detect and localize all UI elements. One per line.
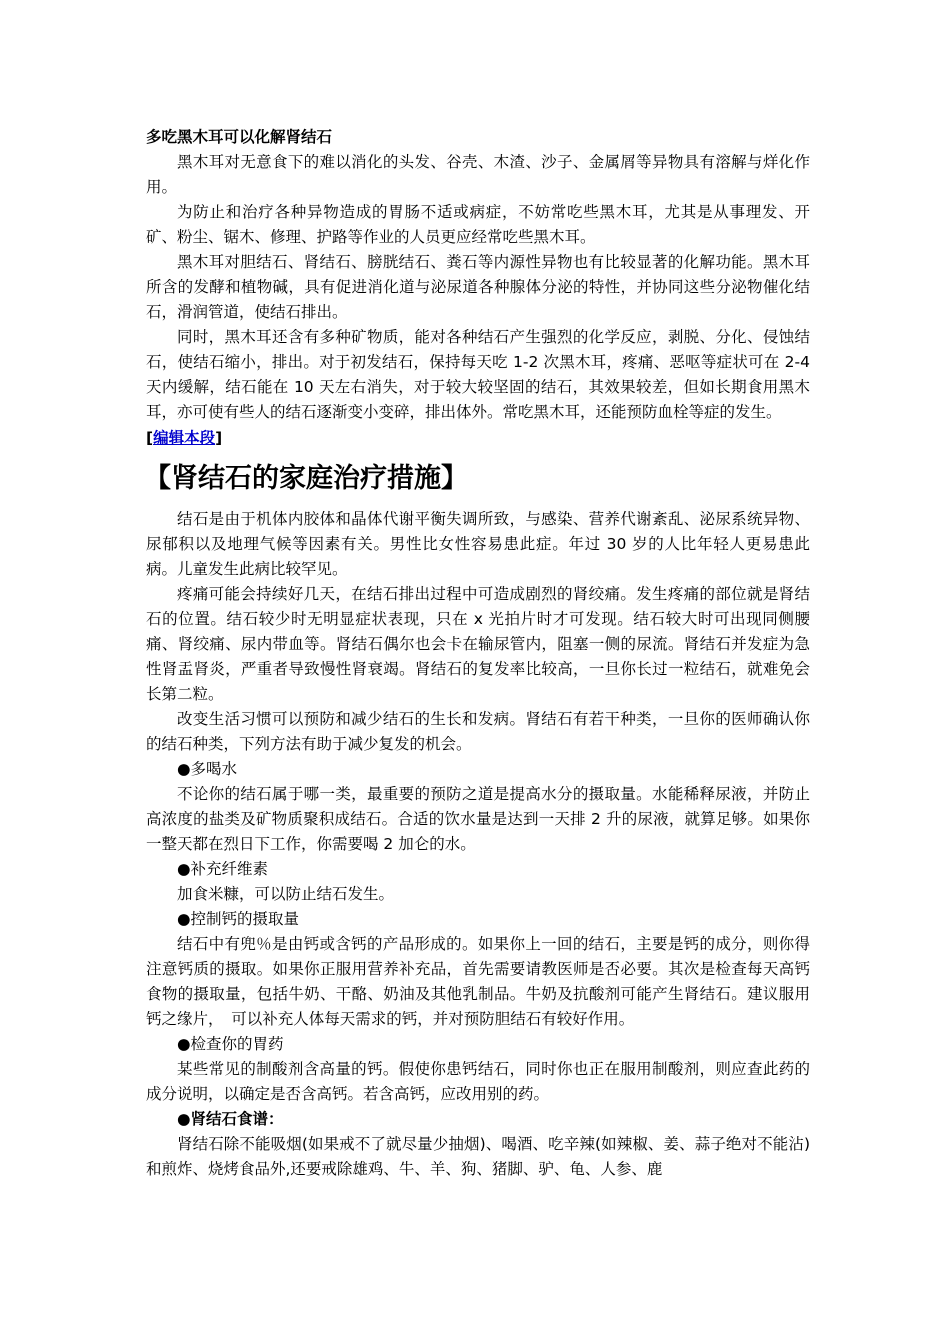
- bullet-heading: ●肾结石食谱：: [177, 1110, 284, 1128]
- edit-section-link[interactable]: 编辑本段: [153, 429, 216, 447]
- bracket-close: ]: [215, 429, 223, 447]
- bullet-heading: ●控制钙的摄取量: [177, 910, 300, 928]
- edit-section: [146, 426, 810, 451]
- paragraph: 改变生活习惯可以预防和减少结石的生长和发病。肾结石有若干种类，一旦你的医师确认你的结石种类，下列方法有助于减少复发的机会。: [146, 710, 810, 753]
- paragraph: 黑木耳对胆结石、肾结石、膀胱结石、粪石等内源性异物也有比较显著的化解功能。黑木耳所含的发酵和植物碱，具有促进消化道与泌尿道各种腺体分泌的特性，并协同这些分泌物催化结石，滑润管道，使结石排出。: [146, 253, 810, 321]
- paragraph: 结石中有兜％是由钙或含钙的产品形成的。如果你上一回的结石，主要是钙的成分，则你得注意钙质的摄取。如果你正服用营养补充品，首先需要请教医师是否必要。其次是检查每天高钙食物的摄取量，包括牛奶、干酪、奶油及其他乳制品。牛奶及抗酸剂可能产生肾结石。建议服用钙之缘片， 可以补充人体每天需求的钙，并对预防胆结石有较好作用。: [146, 935, 810, 1028]
- bracket-open: [: [146, 429, 154, 447]
- bullet-heading: ●检查你的胃药: [177, 1035, 284, 1053]
- bullet-heading: ●补充纤维素: [177, 860, 269, 878]
- paragraph: 为防止和治疗各种异物造成的胃肠不适或病症，不妨常吃些黑木耳，尤其是从事理发、开矿、粉尘、锯木、修理、护路等作业的人员更应经常吃些黑木耳。: [146, 203, 810, 246]
- paragraph: 结石是由于机体内胶体和晶体代谢平衡失调所致，与感染、营养代谢紊乱、泌尿系统异物、尿郁积以及地理气候等因素有关。男性比女性容易患此症。年过 30 岁的人比年轻人更易患此病。儿童发生此病比较罕见。: [146, 510, 810, 578]
- paragraph: 黑木耳对无意食下的难以消化的头发、谷壳、木渣、沙子、金属屑等异物具有溶解与烊化作用。: [146, 153, 810, 196]
- paragraph: 加食米糠，可以防止结石发生。: [177, 885, 395, 903]
- paragraph: 肾结石除不能吸烟(如果戒不了就尽量少抽烟)、喝酒、吃辛辣(如辣椒、姜、蒜子绝对不能沾)和煎炸、烧烤食品外,还要戒除雄鸡、牛、羊、狗、猪脚、驴、龟、人参、鹿: [146, 1135, 810, 1178]
- bullet-heading: ●多喝水: [177, 760, 238, 778]
- section-heading: 【肾结石的家庭治疗措施】: [144, 463, 468, 494]
- document-page: [146, 125, 810, 1182]
- paragraph: 疼痛可能会持续好几天，在结石排出过程中可造成剧烈的肾绞痛。发生疼痛的部位就是肾结石的位置。结石较少时无明显症状表现，只在 x 光拍片时才可发现。结石较大时可出现同侧腰痛、肾绞痛、尿内带血等。肾结石偶尔也会卡在输尿管内，阻塞一侧的尿流。肾结石并发症为急性肾盂肾炎，严重者导致慢性肾衰竭。肾结石的复发率比较高，一旦你长过一粒结石，就难免会长第二粒。: [146, 585, 810, 703]
- paragraph: 某些常见的制酸剂含高量的钙。假使你患钙结石，同时你也正在服用制酸剂，则应查此药的成分说明，以确定是否含高钙。若含高钙，应改用别的药。: [146, 1060, 810, 1103]
- paragraph: 同时，黑木耳还含有多种矿物质，能对各种结石产生强烈的化学反应，剥脱、分化、侵蚀结石，使结石缩小，排出。对于初发结石，保持每天吃 1-2 次黑木耳，疼痛、恶呕等症状可在 2-4 天内缓解，结石能在 10 天左右消失，对于较大较坚固的结石，其效果较差，但如长期食用黑木耳，亦可使有些人的结石逐渐变小变碎，排出体外。常吃黑木耳，还能预防血栓等症的发生。: [146, 328, 810, 421]
- paragraph: 不论你的结石属于哪一类，最重要的预防之道是提高水分的摄取量。水能稀释尿液，并防止高浓度的盐类及矿物质聚积成结石。合适的饮水量是达到一天排 2 升的尿液，就算足够。如果你一整天都在烈日下工作，你需要喝 2 加仑的水。: [146, 785, 810, 853]
- section-title: 多吃黑木耳可以化解肾结石: [146, 128, 333, 146]
